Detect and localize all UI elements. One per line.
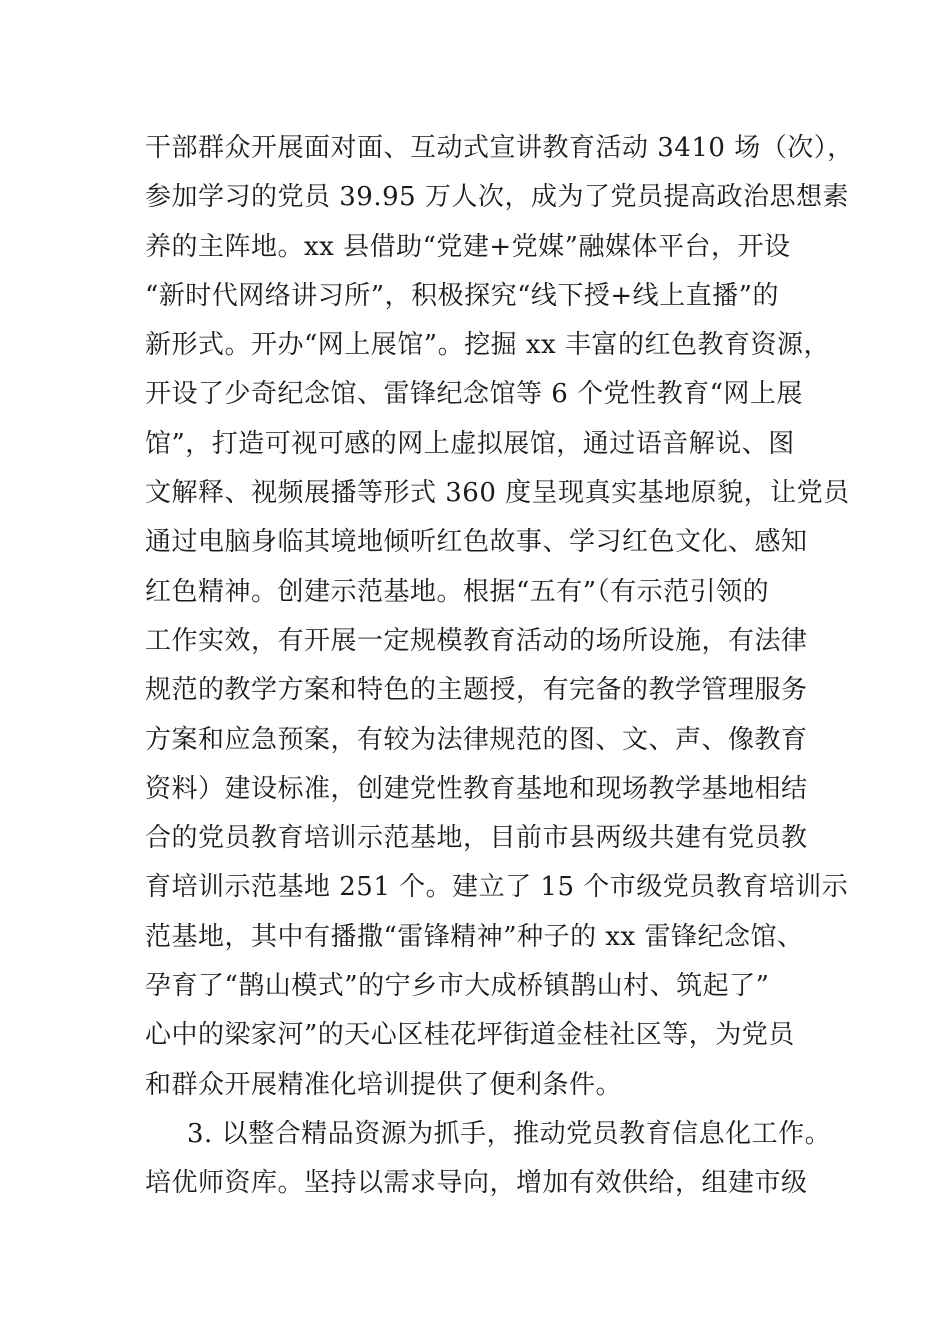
text-line: 新形式。开办“网上展馆”。挖掘 xx 丰富的红色教育资源， [145,330,830,361]
text-line: 红色精神。创建示范基地。根据“五有”（有示范引领的 [145,576,770,607]
text-line: 开设了少奇纪念馆、雷锋纪念馆等 6 个党性教育“网上展 [145,379,803,410]
text-line: 干部群众开展面对面、互动式宣讲教育活动 3410 场（次）， [145,133,854,163]
text-line: 培优师资库。坚持以需求导向，增加有效供给，组建市级 [145,1168,808,1199]
text-line: 心中的梁家河”的天心区桂花坪街道金桂社区等，为党员 [145,1020,795,1051]
text-line: 养的主阵地。xx 县借助“党建+党媒”融媒体平台，开设 [145,231,791,262]
text-line: 工作实效，有开展一定规模教育活动的场所设施，有法律 [145,625,808,656]
text-line: 规范的教学方案和特色的主题授，有完备的教学管理服务 [145,675,808,706]
text-line: 合的党员教育培训示范基地，目前市县两级共建有党员教 [145,823,808,854]
text-line: 参加学习的党员 39.95 万人次，成为了党员提高政治思想素 [145,182,849,213]
text-line: 通过电脑身临其境地倾听红色故事、学习红色文化、感知 [145,527,808,558]
text-line: 孕育了“鹊山模式”的宁乡市大成桥镇鹊山村、筑起了” [145,971,770,1002]
text-line: 文解释、视频展播等形式 360 度呈现真实基地原貌，让党员 [145,478,850,509]
text-line: 馆”，打造可视可感的网上虚拟展馆，通过语音解说、图 [145,428,795,459]
section-heading-line: 3. 以整合精品资源为抓手，推动党员教育信息化工作。 [187,1118,832,1149]
text-line: 育培训示范基地 251 个。建立了 15 个市级党员教育培训示 [145,872,849,903]
body-text [145,130,854,1215]
text-line: 范基地，其中有播撒“雷锋精神”种子的 xx 雷锋纪念馆、 [145,921,804,952]
text-line: 资料）建设标准，创建党性教育基地和现场教学基地相结 [145,773,808,804]
text-line: 方案和应急预案，有较为法律规范的图、文、声、像教育 [145,724,808,755]
text-line: 和群众开展精准化培训提供了便利条件。 [145,1069,623,1100]
text-line: “新时代网络讲习所”，积极探究“线下授+线上直播”的 [145,280,779,311]
